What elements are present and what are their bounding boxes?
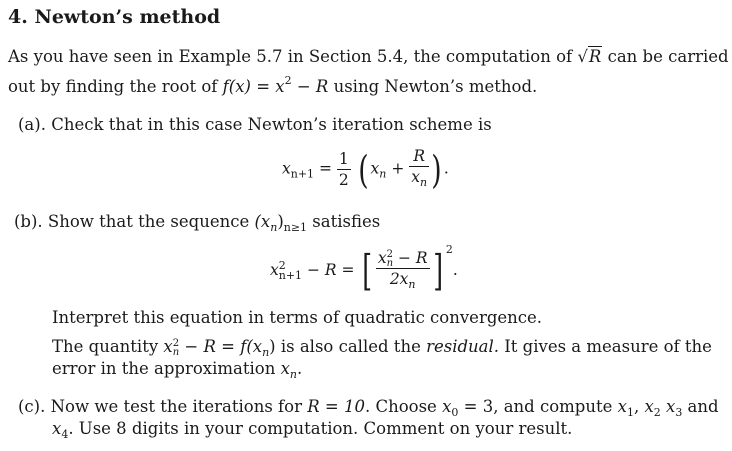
interpret-text: Interpret this equation in terms of quadratic convergence. — [52, 308, 543, 327]
part-a-label: (a). Check that in this case Newton’s iteration scheme is — [18, 115, 492, 134]
residual-equation: x 2 n+1 − R = [ x 2 n − R $2x_n$ ] $^2$. — [270, 243, 458, 295]
part-b-label: (b). Show that the sequence $(x_n)_{n\ge 1}$ satisfies — [14, 212, 381, 234]
intro-text: As you have seen in Example 5.7 in Section 5.4, the computation of — [8, 47, 578, 66]
intro-text-2-tail: using Newton’s method. — [328, 77, 538, 96]
residual-line-2: error in the approximation $x_n$. — [52, 359, 303, 381]
intro-text-tail: can be carried — [602, 47, 729, 66]
residual-term: residual. — [426, 337, 500, 356]
residual-line-1: The quantity x 2 n − $R = f(x_n)$ is also called the residual. It gives a measure of the — [52, 337, 712, 359]
intro-line-2 — [8, 70, 537, 98]
fx-expression: $f(x) = x^2 - R$ — [222, 74, 329, 96]
intro-line-1 — [8, 46, 729, 68]
section-heading: 4. Newton’s method — [8, 6, 221, 28]
residual-fraction: x 2 n − R $2x_n$ — [377, 248, 428, 291]
part-c-line-1: (c). Now we test the iterations for R = 10. Choose $x_0 = 3$, and compute $x_1$, $x_2$ $x_3$ and — [18, 397, 719, 419]
part-c-line-2: $x_4$. Use 8 digits in your computation. Comment on your result. — [52, 419, 573, 441]
intro-text-2: out by finding the root of — [8, 77, 223, 96]
sqrt-r: √R — [577, 47, 602, 66]
half-fraction: $\frac{1}{2}$ — [338, 150, 349, 189]
newton-iteration-equation: $x_{n+1}$ = $\frac{1}{2}$ ( $x_n$ + $\frac{R}{x_n}$ ) . — [282, 147, 449, 192]
r-over-xn-fraction: $\frac{R}{x_n}$ — [411, 147, 428, 189]
